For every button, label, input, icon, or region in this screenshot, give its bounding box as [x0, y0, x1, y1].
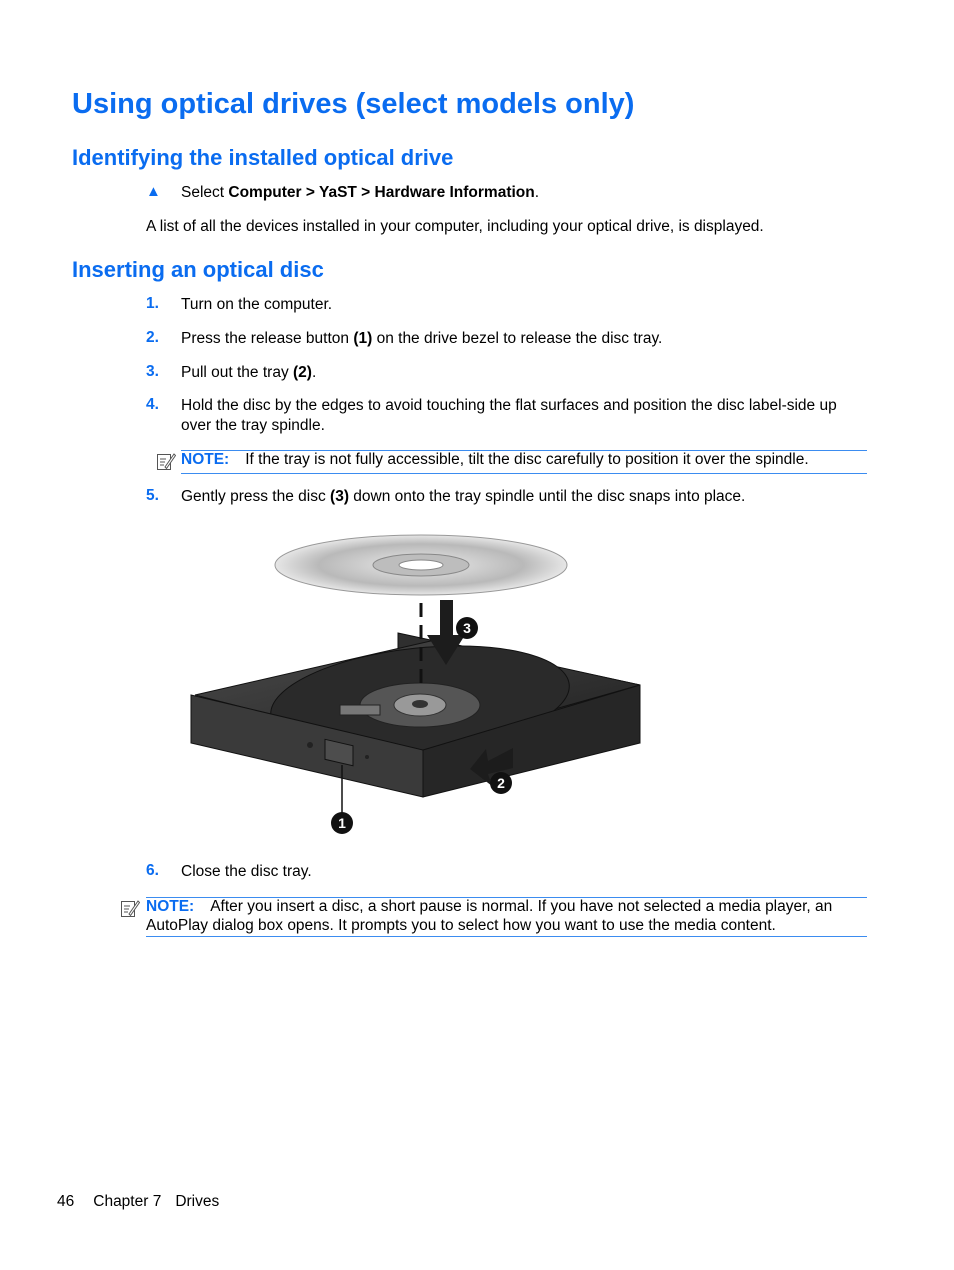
step-number: 4.	[146, 396, 159, 413]
step-number: 2.	[146, 329, 159, 346]
step-text-line2: over the tray spindle.	[181, 417, 325, 434]
step-text: Pull out the tray (2).	[181, 364, 317, 381]
chapter-title: Drives	[175, 1193, 220, 1210]
step-number: 5.	[146, 487, 159, 504]
step-text: Close the disc tray.	[181, 863, 312, 880]
section-heading-inserting: Inserting an optical disc	[72, 257, 324, 282]
step-number: 1.	[146, 295, 159, 312]
bullet-step: Select Computer > YaST > Hardware Information.	[181, 184, 540, 201]
note-2-line2: AutoPlay dialog box opens. It prompts you to select how you want to use the media content.	[146, 917, 776, 934]
note-pencil-icon	[120, 898, 140, 923]
callout-2: 2	[497, 775, 505, 791]
callout-3: 3	[463, 620, 471, 636]
triangle-bullet-icon: ▲	[146, 183, 161, 200]
optical-drive-illustration	[185, 525, 655, 845]
step-number: 3.	[146, 363, 159, 380]
page-title: Using optical drives (select models only)	[72, 88, 635, 120]
note-rule-bottom	[181, 473, 867, 474]
section-heading-identifying: Identifying the installed optical drive	[72, 145, 454, 170]
note-label: NOTE:	[146, 898, 195, 915]
note-label: NOTE:	[181, 451, 230, 468]
paragraph: A list of all the devices installed in your computer, including your optical drive, is displayed.	[146, 218, 764, 235]
step-number: 6.	[146, 862, 159, 879]
page-number: 46	[57, 1193, 75, 1210]
page-footer	[57, 1193, 219, 1211]
step-text: Press the release button (1) on the drive bezel to release the disc tray.	[181, 330, 663, 347]
step-text: Gently press the disc (3) down onto the tray spindle until the disc snaps into place.	[181, 488, 746, 505]
menu-path: Computer > YaST > Hardware Information	[228, 184, 535, 201]
note-rule-bottom	[146, 936, 867, 937]
chapter-label: Chapter 7	[93, 1193, 162, 1210]
note-2-line1: NOTE: After you insert a disc, a short pause is normal. If you have not selected a media player, an	[146, 898, 833, 915]
note-pencil-icon	[156, 451, 176, 476]
step-text: Turn on the computer.	[181, 296, 333, 313]
callout-1: 1	[338, 815, 346, 831]
step-text-line1: Hold the disc by the edges to avoid touching the flat surfaces and position the disc label-side up	[181, 397, 837, 414]
note-1: NOTE: If the tray is not fully accessible, tilt the disc carefully to position it over the spindle.	[181, 451, 809, 468]
